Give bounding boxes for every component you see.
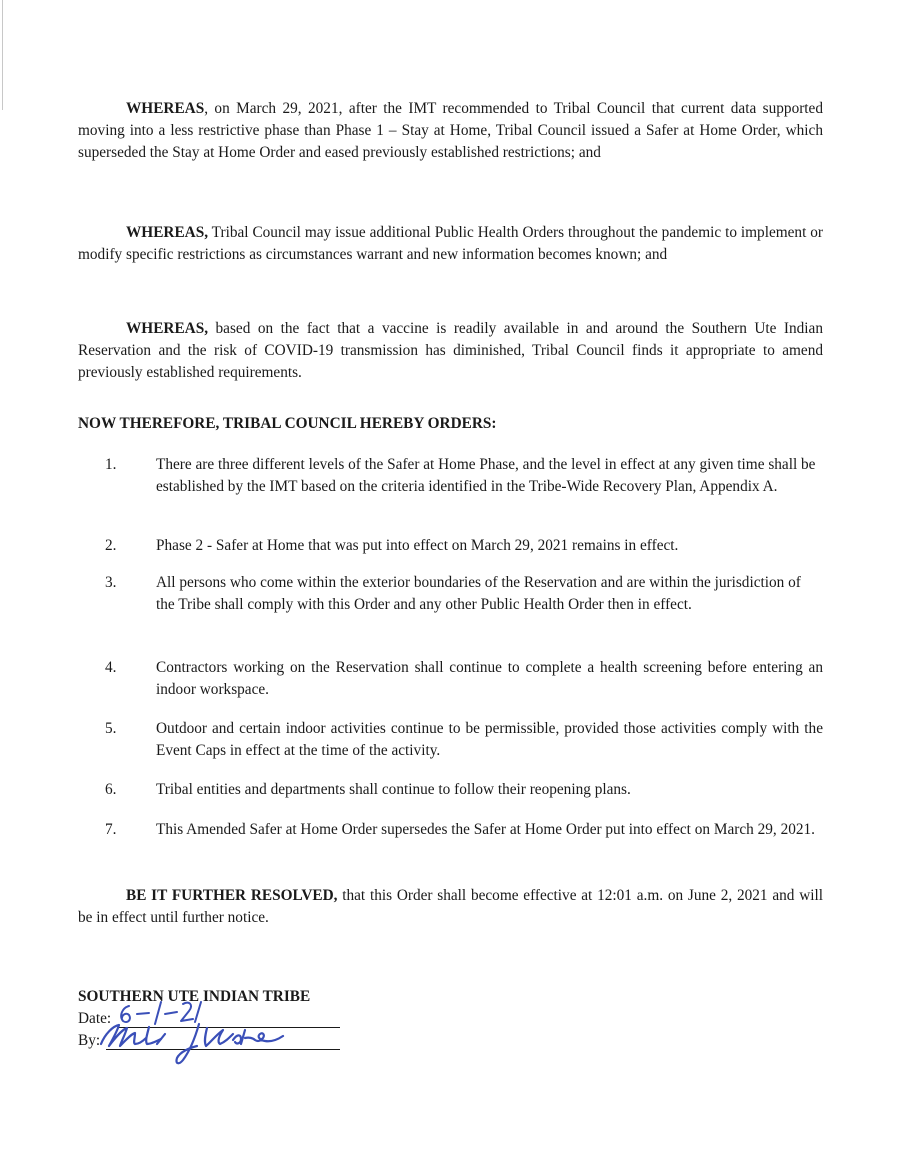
whereas-lead: WHEREAS,	[126, 224, 209, 241]
orders-heading: NOW THEREFORE, TRIBAL COUNCIL HEREBY ORDERS:	[78, 415, 497, 432]
whereas-paragraph-1	[78, 98, 823, 164]
resolved-text: that this Order shall become effective at 12:01 a.m. on June 2, 2021 and will be in effect until further notice.	[78, 887, 823, 926]
handwritten-date	[121, 1002, 201, 1024]
whereas-text: based on the fact that a vaccine is readily available in and around the Southern Ute Indian Reservation and the risk of COVID-19 transmission has diminished, Tribal Council finds it appropriate to amend previously established requirements.	[78, 320, 823, 381]
by-label: By:	[78, 1032, 101, 1049]
signature-block-title: SOUTHERN UTE INDIAN TRIBE	[78, 988, 311, 1005]
order-number: 1.	[105, 456, 117, 473]
whereas-text: , on March 29, 2021, after the IMT recommended to Tribal Council that current data supported moving into a less restrictive phase than Phase 1 – Stay at Home, Tribal Council issued a Safer at Home Order, which superseded the Stay at Home Order and eased previously established restrictions; and	[78, 100, 823, 161]
order-text: There are three different levels of the Safer at Home Phase, and the level in effect at any given time shall be established by the IMT based on the criteria identified in the Tribe-Wide Recovery Plan, Appendix A.	[156, 456, 816, 495]
scan-edge-line	[2, 0, 3, 110]
order-text: Phase 2 - Safer at Home that was put into effect on March 29, 2021 remains in effect.	[156, 537, 679, 554]
order-number: 7.	[105, 821, 117, 838]
order-text: Outdoor and certain indoor activities continue to be permissible, provided those activities comply with the Event Caps in effect at the time of the activity.	[156, 720, 823, 759]
order-number: 3.	[105, 574, 117, 591]
order-number: 2.	[105, 537, 117, 554]
whereas-lead: WHEREAS,	[126, 320, 209, 337]
order-number: 6.	[105, 781, 117, 798]
signature-scrawl	[101, 1024, 283, 1063]
order-text: Tribal entities and departments shall continue to follow their reopening plans.	[156, 781, 631, 798]
resolved-lead: BE IT FURTHER RESOLVED,	[126, 887, 338, 904]
order-text: This Amended Safer at Home Order supersedes the Safer at Home Order put into effect on March 29, 2021.	[156, 821, 815, 838]
whereas-lead: WHEREAS	[126, 100, 205, 117]
order-number: 5.	[105, 720, 117, 737]
order-text: Contractors working on the Reservation shall continue to complete a health screening before entering an indoor workspace.	[156, 659, 823, 698]
order-text: All persons who come within the exterior boundaries of the Reservation and are within the jurisdiction of the Tribe shall comply with this Order and any other Public Health Order then in effect.	[156, 574, 801, 613]
whereas-paragraph-2	[78, 222, 823, 266]
resolved-paragraph	[78, 885, 823, 929]
whereas-text: Tribal Council may issue additional Public Health Orders throughout the pandemic to implement or modify specific restrictions as circumstances warrant and new information becomes known; and	[78, 224, 823, 263]
date-label: Date:	[78, 1010, 112, 1027]
handwritten-signature	[95, 994, 305, 1074]
whereas-paragraph-3	[78, 318, 823, 384]
order-number: 4.	[105, 659, 117, 676]
